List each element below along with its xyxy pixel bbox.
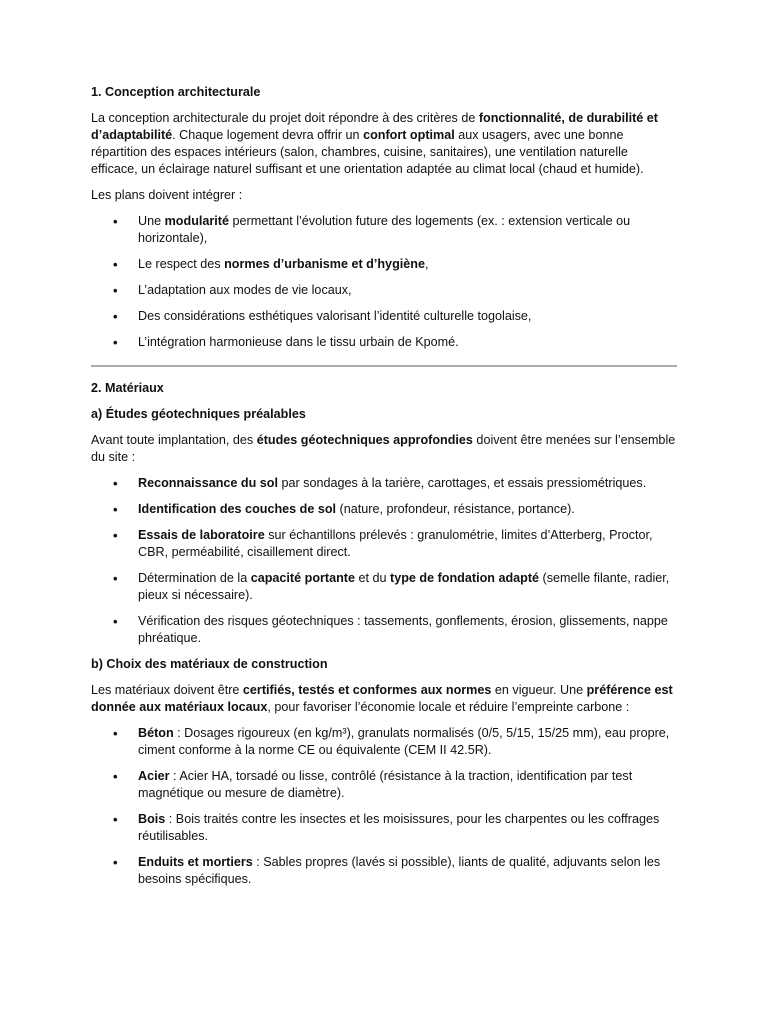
list-item: [91, 256, 677, 273]
subsection-a-intro: [91, 432, 677, 466]
item-text: : Bois traités contre les insectes et les moisissures, pour les charpentes ou les coffrages réutilisables.: [138, 812, 660, 843]
item-bold: modularité: [164, 214, 229, 228]
list-item: [91, 282, 677, 299]
item-bold: normes d’urbanisme et d’hygiène: [224, 257, 425, 271]
intro-text: Les matériaux doivent être: [91, 683, 243, 697]
list-item: [91, 725, 677, 759]
intro-text: doivent être menées sur l’ensemble du site :: [91, 433, 676, 464]
section1-intro: [91, 110, 677, 178]
intro-bold-1: fonctionnalité, de durabilité et d’adaptabilité: [91, 111, 658, 142]
intro-bold: études géotechniques approfondies: [256, 433, 473, 447]
geotech-list: [91, 475, 677, 647]
item-text: : Acier HA, torsadé ou lisse, contrôlé (résistance à la traction, identification par test magnétique ou mesure de diamètre).: [138, 769, 633, 800]
item-text: : Dosages rigoureux (en kg/m³), granulats normalisés (0/5, 5/15, 15/25 mm), eau propre, ciment conforme à la norme CE ou équivalente (CEM II 42.5R).: [138, 726, 670, 757]
list-item: [91, 501, 677, 518]
item-text: (semelle filante, radier, pieux si nécessaire).: [138, 571, 670, 602]
item-text: par sondages à la tarière, carottages, et essais pressiométriques.: [277, 476, 647, 490]
item-bold: Essais de laboratoire: [138, 528, 265, 542]
item-text: et du: [355, 571, 391, 585]
item-text: Le respect des: [138, 257, 225, 271]
item-text: permettant l’évolution future des logements (ex. : extension verticale ou horizontale),: [138, 214, 631, 245]
intro-text: , pour favoriser l’économie locale et réduire l’empreinte carbone :: [267, 700, 630, 714]
list-item: [91, 334, 677, 351]
subsection-b-intro: [91, 682, 677, 716]
document-body: [91, 84, 677, 897]
item-text: ,: [424, 257, 429, 271]
item-bold: Reconnaissance du sol: [138, 476, 278, 490]
plans-intro: Les plans doivent intégrer :: [91, 188, 243, 202]
section2-heading: 2. Matériaux: [91, 381, 164, 395]
item-bold: Bois: [138, 812, 166, 826]
intro-text: Avant toute implantation, des: [91, 433, 257, 447]
list-item: [91, 811, 677, 845]
list-item: [91, 527, 677, 561]
item-text: Détermination de la: [138, 571, 251, 585]
section1-heading: 1. Conception architecturale: [91, 85, 261, 99]
list-item: [91, 475, 677, 492]
intro-text-1: La conception architecturale du projet doit répondre à des critères de: [91, 111, 479, 125]
item-bold: Béton: [138, 726, 174, 740]
list-item: [91, 570, 677, 604]
item-bold: type de fondation adapté: [390, 571, 540, 585]
item-text: Des considérations esthétiques valorisant l’identité culturelle togolaise,: [138, 309, 532, 323]
item-text: : Sables propres (lavés si possible), liants de qualité, adjuvants selon les besoins spécifiques.: [138, 855, 661, 886]
item-bold: Enduits et mortiers: [138, 855, 253, 869]
list-item: [91, 613, 677, 647]
intro-bold: préférence est donnée aux matériaux locaux: [91, 683, 673, 714]
intro-bold-2: confort optimal: [363, 128, 455, 142]
item-text: L’adaptation aux modes de vie locaux,: [138, 283, 352, 297]
item-text: sur échantillons prélevés : granulométrie, limites d’Atterberg, Proctor, CBR, perméabilité, cisaillement direct.: [138, 528, 653, 559]
plans-list: [91, 213, 677, 351]
intro-text-2: . Chaque logement devra offrir un: [172, 128, 364, 142]
item-bold: capacité portante: [250, 571, 355, 585]
subsection-b-heading: b) Choix des matériaux de construction: [91, 657, 328, 671]
materials-list: [91, 725, 677, 888]
intro-text-3: aux usagers, avec une bonne répartition des espaces intérieurs (salon, chambres, cuisine, sanitaires), une ventilation naturelle efficace, un éclairage naturel suffisant et une orientation adaptée au climat local (chaud et humide).: [91, 128, 644, 176]
item-text: Vérification des risques géotechniques : tassements, gonflements, érosion, glissements, nappe phréatique.: [138, 614, 668, 645]
item-text: (nature, profondeur, résistance, portance).: [336, 502, 575, 516]
list-item: [91, 854, 677, 888]
subsection-a-heading: a) Études géotechniques préalables: [91, 407, 306, 421]
list-item: [91, 213, 677, 247]
intro-bold: certifiés, testés et conformes aux normes: [242, 683, 492, 697]
list-item: [91, 308, 677, 325]
section-divider: [91, 365, 677, 367]
item-text: Une: [138, 214, 165, 228]
item-bold: Acier: [138, 769, 170, 783]
intro-text: en vigueur. Une: [491, 683, 587, 697]
item-text: L’intégration harmonieuse dans le tissu urbain de Kpomé.: [138, 335, 459, 349]
item-bold: Identification des couches de sol: [138, 502, 337, 516]
list-item: [91, 768, 677, 802]
